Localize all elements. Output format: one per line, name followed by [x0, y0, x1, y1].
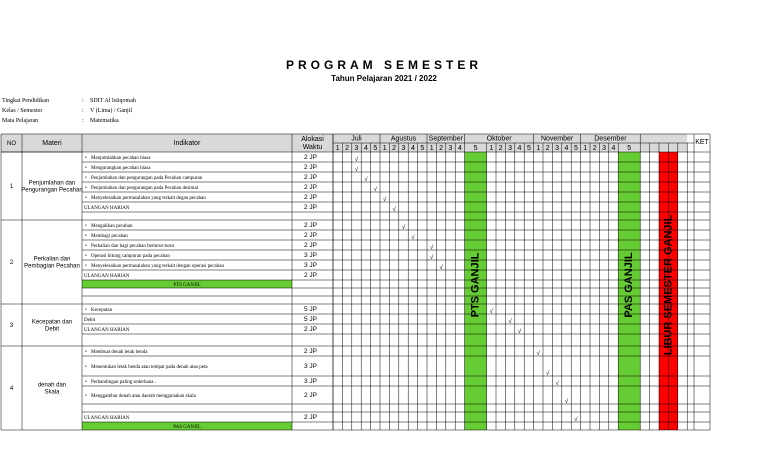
indikator-label: Penjumlahan dan pengurangan pada Pecahan campuran — [91, 176, 203, 181]
jp-value: 3 JP — [304, 262, 318, 269]
jp-value: 2 JP — [304, 184, 318, 191]
check-mark: √ — [373, 187, 377, 193]
check-mark: √ — [536, 351, 540, 357]
block-number: 1 — [9, 184, 14, 190]
check-mark: √ — [411, 235, 415, 241]
week-number: 3 — [508, 145, 513, 152]
indikator-label: Membuat denah letak benda — [91, 350, 148, 355]
block-number: 4 — [9, 386, 14, 392]
week-number: 2 — [439, 145, 444, 152]
week-number: 3 — [448, 145, 453, 152]
week-number: 1 — [335, 145, 340, 152]
indikator-label: ULANGAN HARIAN — [84, 328, 130, 333]
indikator-label: Menentukan letak benda atau tempat pada denah atau peta — [91, 365, 208, 370]
materi-label: Debit — [44, 326, 60, 333]
indikator-label: Mengurangkan pecahan biasa — [91, 166, 151, 171]
pas-ganjil-label: PAS GANJIL — [623, 252, 636, 318]
bullet-icon: • — [85, 176, 87, 181]
block-number: 2 — [9, 260, 14, 266]
week-number: 4 — [564, 145, 569, 152]
bullet-icon: • — [85, 196, 87, 201]
week-number: 1 — [489, 145, 494, 152]
materi-label: Pembagian Pecahan — [24, 263, 80, 270]
materi-label: Penjumlahan dan — [28, 180, 76, 187]
libur-semester-label: LIBUR SEMESTER GANJIL — [662, 214, 675, 356]
week-number: 3 — [354, 145, 359, 152]
page-title: PROGRAM SEMESTER — [285, 58, 482, 72]
bullet-icon: • — [85, 394, 87, 399]
week-number: 4 — [410, 145, 415, 152]
indikator-label: PTS GANJIL — [173, 283, 201, 288]
month-label: Desember — [594, 135, 627, 143]
month-label: November — [540, 135, 574, 143]
jp-value: 2 JP — [304, 194, 318, 201]
week-number: 4 — [611, 145, 616, 152]
materi-label: denah dan — [37, 382, 67, 389]
info-value: Matematika — [90, 118, 119, 124]
check-mark: √ — [508, 319, 512, 325]
jp-value: 3 JP — [304, 363, 318, 370]
header-materi: Materi — [42, 140, 62, 147]
indikator-label: ULANGAN HARIAN — [84, 274, 130, 279]
jp-value: 3 JP — [304, 378, 318, 385]
week-number: 4 — [363, 145, 368, 152]
check-mark: √ — [401, 225, 406, 231]
header-indikator: Indikator — [173, 140, 201, 147]
bullet-icon: • — [85, 156, 87, 161]
jp-value: 2 JP — [304, 326, 318, 333]
info-sep: : — [82, 108, 84, 114]
info-sep: : — [82, 98, 84, 104]
week-number: 5 — [420, 145, 425, 152]
week-number: 5 — [627, 145, 632, 152]
bullet-icon: • — [85, 224, 87, 229]
jp-value: 2 JP — [304, 232, 318, 239]
week-number: 2 — [498, 145, 503, 152]
materi-label: Perkalian dan — [33, 256, 71, 263]
indikator-label: Mengalikan pecahan — [91, 224, 133, 229]
bullet-icon: • — [85, 234, 87, 239]
check-mark: √ — [564, 399, 569, 405]
info-label: Tingkat Pendidikan — [2, 98, 49, 104]
bullet-icon: • — [85, 244, 87, 249]
materi-label: Pengurangan Pecahan — [21, 187, 83, 194]
indikator-label: Penjumlahan dan pengurangan pada Pecahan desimal — [91, 186, 199, 191]
bullet-icon: • — [85, 264, 87, 269]
info-label: Mata Pelajaran — [2, 118, 39, 124]
indikator-label: Menjumlahkan pecahan biasa — [91, 156, 151, 161]
month-label: Oktober — [486, 135, 512, 143]
indikator-label: Kecepatan — [91, 308, 113, 313]
week-number: 3 — [401, 145, 406, 152]
page-subtitle: Tahun Pelajaran 2021 / 2022 — [331, 74, 437, 83]
jp-value: 2 JP — [304, 154, 318, 161]
check-mark: √ — [439, 265, 443, 271]
pts-ganjil-label: PTS GANJIL — [469, 252, 482, 318]
header-no: NO — [7, 141, 16, 147]
week-number: 2 — [392, 145, 397, 152]
info-sep: : — [82, 118, 84, 124]
info-value: SDIT Al Istiqomah — [90, 98, 136, 104]
jp-value: 2 JP — [304, 242, 318, 249]
jp-value: 2 JP — [304, 204, 318, 211]
check-mark: √ — [383, 197, 387, 203]
indikator-label: Debit — [84, 318, 96, 323]
check-mark: √ — [430, 245, 434, 251]
jp-value: 2 JP — [304, 392, 318, 399]
jp-value: 2 JP — [304, 348, 318, 355]
jp-value: 2 JP — [304, 222, 318, 229]
week-number: 5 — [573, 145, 578, 152]
month-label: September — [428, 135, 463, 143]
week-number: 1 — [583, 145, 588, 152]
check-mark: √ — [364, 177, 368, 183]
indikator-label: ULANGAN HARIAN — [84, 416, 130, 421]
jp-value: 5 JP — [304, 306, 318, 313]
check-mark: √ — [354, 167, 359, 173]
bullet-icon: • — [85, 186, 87, 191]
week-number: 1 — [536, 145, 541, 152]
header-ket: KET — [695, 139, 709, 146]
jp-value: 2 JP — [304, 164, 318, 171]
check-mark: √ — [430, 255, 434, 261]
info-label: Kelas / Semester — [2, 108, 43, 114]
header-alokasi: Alokasi — [301, 136, 324, 143]
check-mark: √ — [574, 417, 578, 423]
bullet-icon: • — [85, 308, 87, 313]
bullet-icon: • — [85, 365, 87, 370]
indikator-label: Menyelesaikan permasalahan yang terkait degan pecahan — [91, 196, 206, 201]
bullet-icon: • — [85, 380, 87, 385]
info-value: V (Lima) / Ganjil — [90, 108, 133, 114]
materi-label: Skala — [44, 389, 60, 396]
week-number: 5 — [526, 145, 531, 152]
jp-value: 5 JP — [304, 316, 318, 323]
week-number: 5 — [473, 145, 478, 152]
bullet-icon: • — [85, 254, 87, 259]
check-mark: √ — [489, 309, 493, 315]
week-number: 3 — [602, 145, 607, 152]
block-number: 3 — [9, 323, 14, 329]
header-alokasi: Waktu — [302, 144, 323, 151]
week-number: 4 — [457, 145, 462, 152]
indikator-label: ULANGAN HARIAN — [84, 206, 130, 211]
check-mark: √ — [392, 207, 396, 213]
indikator-label: Perkalian dan bagi pecahan berturut-turut — [91, 244, 175, 249]
jp-value: 2 JP — [304, 272, 318, 279]
indikator-label: Operasi hitung campuran pada pecahan — [91, 254, 170, 259]
materi-label: Kecepatan dan — [31, 319, 73, 326]
check-mark: √ — [517, 329, 522, 335]
jp-value: 3 JP — [304, 252, 318, 259]
jp-value: 2 JP — [304, 174, 318, 181]
week-number: 2 — [545, 145, 550, 152]
check-mark: √ — [546, 371, 550, 377]
month-label: Juli — [351, 135, 362, 143]
week-number: 2 — [345, 145, 350, 152]
check-mark: √ — [555, 381, 559, 387]
indikator-label: PAS GANJIL — [173, 425, 201, 430]
indikator-label: Menyelesaikan permasalahan yang terkait dengan operasi pecahan — [91, 264, 224, 269]
indikator-label: Menggambar denah atau daerah menggunakan skala — [91, 394, 196, 399]
bullet-icon: • — [85, 166, 87, 171]
check-mark: √ — [354, 157, 359, 163]
week-number: 3 — [555, 145, 560, 152]
jp-value: 2 JP — [304, 414, 318, 421]
week-number: 4 — [517, 145, 522, 152]
indikator-label: Perbandingan paling sederhana . — [91, 380, 156, 385]
indikator-label: Membagi pecahan — [91, 234, 128, 239]
week-number: 2 — [592, 145, 597, 152]
week-number: 1 — [382, 145, 387, 152]
week-number: 1 — [429, 145, 434, 152]
month-label: Agustus — [390, 135, 417, 143]
week-number: 5 — [373, 145, 378, 152]
bullet-icon: • — [85, 350, 87, 355]
